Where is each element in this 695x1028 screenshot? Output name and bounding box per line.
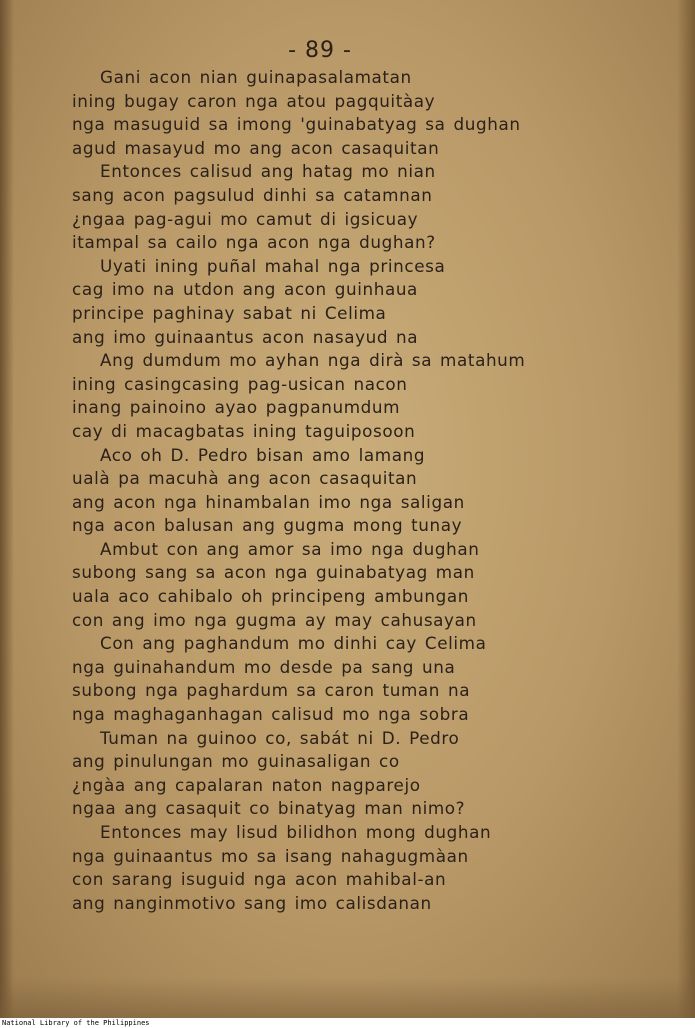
- text-line: Ambut con ang amor sa imo nga dughan: [100, 538, 480, 559]
- text-line: ¿ngàa ang capalaran naton nagparejo: [72, 774, 421, 795]
- text-line: ining bugay caron nga atou pagquitàay: [72, 90, 436, 111]
- text-line: Gani acon nian guinapasalamatan: [100, 67, 412, 87]
- text-line: subong sang sa acon nga guinabatyag man: [72, 562, 475, 583]
- page-edge-right: [677, 0, 695, 1018]
- text-line: ang imo guinaantus acon nasayud na: [72, 326, 419, 347]
- text-line: Tuman na guinoo co, sabát ni D. Pedro: [100, 727, 460, 748]
- text-line: Con ang paghandum mo dinhi cay Celima: [100, 633, 487, 654]
- text-line: subong nga paghardum sa caron tuman na: [72, 680, 471, 701]
- poem-text-block: [72, 66, 652, 915]
- text-line: Uyati ining puñal mahal nga princesa: [100, 255, 446, 276]
- text-line: nga guinahandum mo desde pa sang una: [72, 656, 456, 677]
- text-line: con sarang isuguid nga acon mahibal-an: [72, 869, 447, 890]
- text-line: ining casingcasing pag-usican nacon: [72, 373, 408, 394]
- text-line: cag imo na utdon ang acon guinhaua: [72, 279, 418, 300]
- text-line: nga acon balusan ang gugma mong tunay: [72, 515, 463, 536]
- text-line: inang painoino ayao pagpanumdum: [72, 397, 401, 418]
- text-line: Aco oh D. Pedro bisan amo lamang: [100, 444, 426, 465]
- text-line: principe paghinay sabat ni Celima: [72, 302, 387, 323]
- text-line: agud masayud mo ang acon casaquitan: [72, 137, 440, 158]
- library-credit: National Library of the Philippines: [2, 1019, 150, 1027]
- text-line: Entonces calisud ang hatag mo nian: [100, 161, 436, 182]
- text-line: uala aco cahibalo oh principeng ambungan: [72, 586, 470, 607]
- text-line: ang nanginmotivo sang imo calisdanan: [72, 892, 432, 913]
- text-line: Ang dumdum mo ayhan nga dirà sa matahum: [100, 350, 526, 371]
- text-line: nga maghaganhagan calisud mo nga sobra: [72, 704, 470, 725]
- text-line: ualà pa macuhà ang acon casaquitan: [72, 468, 418, 489]
- page-edge-bottom: [0, 978, 695, 1018]
- page-edge-left: [0, 0, 14, 1018]
- text-line: ¿ngaa pag-agui mo camut di igsicuay: [72, 208, 419, 229]
- text-line: ngaa ang casaquit co binatyag man nimo?: [72, 798, 466, 819]
- text-line: Entonces may lisud bilidhon mong dughan: [100, 822, 492, 842]
- text-line: nga guinaantus mo sa isang nahagugmàan: [72, 845, 469, 866]
- text-line: ang acon nga hinambalan imo nga saligan: [72, 491, 465, 512]
- text-line: sang acon pagsulud dinhi sa catamnan: [72, 184, 433, 205]
- text-line: con ang imo nga gugma ay may cahusayan: [72, 609, 477, 630]
- text-line: itampal sa cailo nga acon nga dughan?: [72, 232, 436, 253]
- page-number: - 89 -: [288, 38, 352, 63]
- text-line: ang pinulungan mo guinasaligan co: [72, 751, 400, 772]
- text-line: nga masuguid sa imong 'guinabatyag sa dughan: [72, 114, 521, 135]
- text-line: cay di macagbatas ining taguiposoon: [72, 420, 416, 441]
